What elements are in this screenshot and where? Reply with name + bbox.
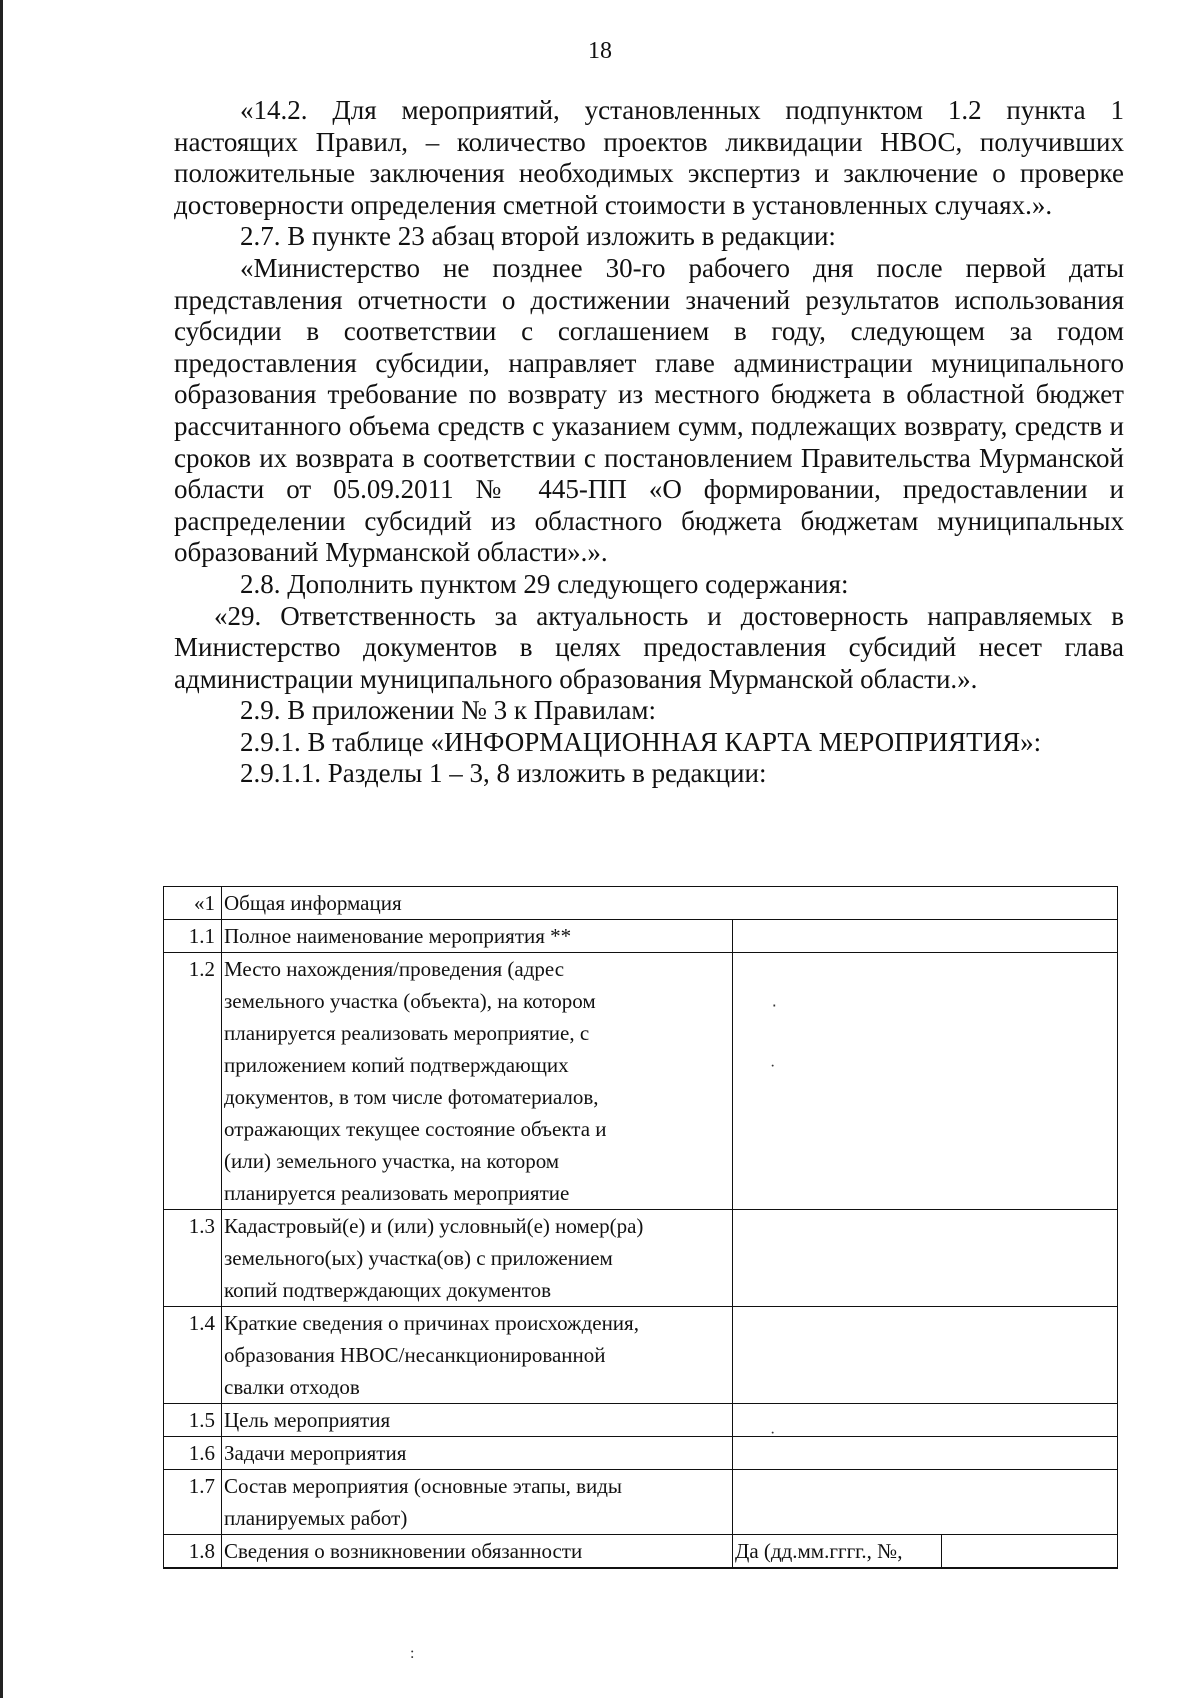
row-value	[733, 1210, 1118, 1307]
row-value	[733, 920, 1118, 953]
scan-edge	[0, 0, 3, 1698]
table-row	[164, 1210, 1118, 1307]
row-number: 1.8	[164, 1535, 222, 1569]
page-number: 18	[588, 38, 612, 64]
paragraph-14-2: «14.2. Для мероприятий, установленных подпунктом 1.2 пункта 1 настоящих Правил, – количество проектов ликвидации НВОС, получивших положительные заключения необходимых экспертиз и заключение о проверке достоверности определения сметной стоимости в установленных случаях.».	[174, 95, 1124, 220]
row-label-line: Полное наименование мероприятия **	[224, 924, 572, 948]
section-title: Общая информация	[222, 887, 1118, 920]
paragraph-2-9: 2.9. В приложении № 3 к Правилам:	[240, 695, 656, 726]
row-label-line: Задачи мероприятия	[224, 1441, 407, 1465]
document-body	[174, 95, 1124, 790]
scan-speck: ·	[770, 1425, 776, 1442]
row-value	[733, 1404, 1118, 1437]
table-row	[164, 1437, 1118, 1470]
row-label-line: Состав мероприятия (основные этапы, виды	[224, 1474, 623, 1498]
row-label-line: земельного участка (объекта), на котором	[224, 989, 596, 1013]
row-label-line: копий подтверждающих документов	[224, 1278, 552, 1302]
row-label-line: Цель мероприятия	[224, 1408, 391, 1432]
row-label-line: (или) земельного участка, на котором	[224, 1149, 560, 1173]
scan-speck: ·	[770, 1058, 776, 1075]
row-number: 1.2	[164, 953, 222, 1210]
row-label	[222, 1470, 733, 1535]
row-value	[733, 1470, 1118, 1535]
paragraph-2-8: 2.8. Дополнить пунктом 29 следующего содержания:	[240, 568, 849, 599]
row-label-line: планируемых работ)	[224, 1506, 408, 1530]
row-label-line: приложением копий подтверждающих	[224, 1053, 569, 1077]
row-label	[222, 1404, 733, 1437]
row-label	[222, 1307, 733, 1404]
paragraph-2-7: 2.7. В пункте 23 абзац второй изложить в редакции:	[240, 221, 836, 252]
row-label	[222, 920, 733, 953]
row-number: 1.3	[164, 1210, 222, 1307]
row-label-line: отражающих текущее состояние объекта и	[224, 1117, 607, 1141]
paragraph-ministry-quote: «Министерство не позднее 30-го рабочего дня после первой даты представления отчетности о достижении значений результатов использования субсидии в соответствии с соглашением в году, следующем за годом предоставления субсидии, направляет главе администрации муниципального образования требование по возврату из местного бюджета в областной бюджет рассчитанного объема средств с указанием сумм, подлежащих возврату, средств и сроков их возврата в соответствии с постановлением Правительства Мурманской области от 05.09.2011 № 445-ПП «О формировании, предоставлении и распределении субсидий из областного бюджета бюджетам муниципальных образований Мурманской области».».	[174, 252, 1124, 568]
row-label-line: Сведения о возникновении обязанности	[224, 1539, 583, 1563]
table-row	[164, 1535, 1118, 1569]
section-number: «1	[164, 887, 222, 920]
info-card-table	[163, 886, 1118, 1569]
scan-speck: :	[410, 1645, 415, 1662]
row-label-line: Кадастровый(е) и (или) условный(е) номер(ра)	[224, 1214, 644, 1238]
row-label-line: образования НВОС/несанкционированной	[224, 1343, 606, 1367]
row-label-line: свалки отходов	[224, 1375, 360, 1399]
row-value	[733, 953, 1118, 1210]
table-row	[164, 920, 1118, 953]
row-label-line: документов, в том числе фотоматериалов,	[224, 1085, 599, 1109]
row-value	[733, 1307, 1118, 1404]
row-label-line: планируется реализовать мероприятие	[224, 1181, 570, 1205]
row-extra-cell	[942, 1535, 1118, 1569]
table-row	[164, 953, 1118, 1210]
row-value	[733, 1437, 1118, 1470]
row-label	[222, 1210, 733, 1307]
row-label	[222, 1535, 733, 1569]
row-label-line: планируется реализовать мероприятие, с	[224, 1021, 590, 1045]
table-row	[164, 1307, 1118, 1404]
row-number: 1.5	[164, 1404, 222, 1437]
row-label-line: Место нахождения/проведения (адрес	[224, 957, 565, 981]
row-number: 1.7	[164, 1470, 222, 1535]
row-value: Да (дд.мм.гггг., №,	[733, 1535, 942, 1569]
table-row	[164, 1404, 1118, 1437]
paragraph-2-9-1-1: 2.9.1.1. Разделы 1 – 3, 8 изложить в редакции:	[240, 758, 767, 789]
row-number: 1.4	[164, 1307, 222, 1404]
row-label	[222, 1437, 733, 1470]
row-label	[222, 953, 733, 1210]
table-row	[164, 1470, 1118, 1535]
row-number: 1.6	[164, 1437, 222, 1470]
table-header-row	[164, 887, 1118, 920]
row-label-line: земельного(ых) участка(ов) с приложением	[224, 1246, 613, 1270]
row-label-line: Краткие сведения о причинах происхождения,	[224, 1311, 639, 1335]
paragraph-2-9-1: 2.9.1. В таблице «ИНФОРМАЦИОННАЯ КАРТА МЕРОПРИЯТИЯ»:	[240, 726, 1042, 757]
scan-speck: ٠	[770, 997, 779, 1014]
row-number: 1.1	[164, 920, 222, 953]
paragraph-29: «29. Ответственность за актуальность и достоверность направляемых в Министерство документов в целях предоставления субсидий несет глава администрации муниципального образования Мурманской области.».	[174, 600, 1124, 694]
